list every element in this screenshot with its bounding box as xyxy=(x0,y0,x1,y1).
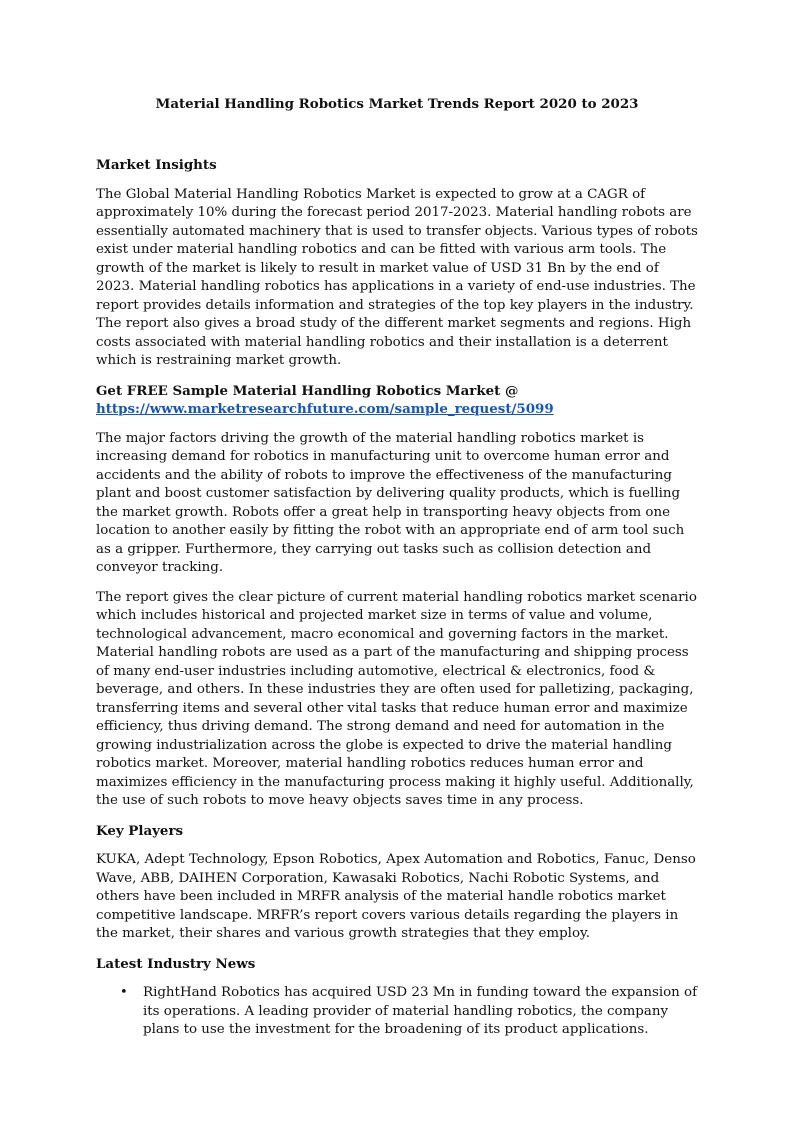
key-players-heading: Key Players xyxy=(96,822,184,839)
free-sample-cta xyxy=(96,382,698,419)
news-item-text: RightHand Robotics has acquired USD 23 Mn in funding toward the expansion of its operations. A leading provider of material handling robotics, the company plans to use the investment for the broadening of its product applications. xyxy=(143,985,698,1037)
market-drivers-paragraph: The major factors driving the growth of the material handling robotics market is increasing demand for robotics in manufacturing unit to overcome human error and accidents and the ability of robots to improve the effectiveness of the manufacturing plant and boost customer satisfaction by delivering quality products, which is fuelling the market growth. Robots offer a great help in transporting heavy objects from one location to another easily by fitting the robot with an appropriate end of arm tool such as a gripper. Furthermore, they carrying out tasks such as collision detection and conveyor tracking. xyxy=(96,430,685,575)
market-scenario-paragraph: The report gives the clear picture of current material handling robotics market scenario which includes historical and projected market size in terms of value and volume, technological advancement, macro economical and governing factors in the market. Material handling robots are used as a part of the manufacturing and shipping process of many end-user industries including automotive, electrical & electronics, food & beverage, and others. In these industries they are often used for palletizing, packaging, transferring items and several other vital tasks that reduce human error and maximize efficiency, thus driving demand. The strong demand and need for automation in the growing industrialization across the globe is expected to drive the material handling robotics market. Moreover, material handling robotics reduces human error and maximizes efficiency in the manufacturing process making it highly useful. Additionally, the use of such robots to move heavy objects saves time in any process. xyxy=(96,589,697,808)
bullet-icon: • xyxy=(120,985,128,1000)
list-item xyxy=(120,984,698,1040)
market-insights-paragraph: The Global Material Handling Robotics Market is expected to grow at a CAGR of approximately 10% during the forecast period 2017-2023. Material handling robots are essentially automated machinery that is used to transfer objects. Various types of robots exist under material handling robotics and can be fitted with various arm tools. The growth of the market is likely to result in market value of USD 31 Bn by the end of 2023. Material handling robotics has applications in a variety of end-use industries. The report provides details information and strategies of the top key players in the industry. The report also gives a broad study of the different market segments and regions. High costs associated with material handling robotics and their installation is a deterrent which is restraining market growth. xyxy=(96,186,698,368)
market-insights-heading: Market Insights xyxy=(96,157,217,173)
industry-news-heading: Latest Industry News xyxy=(96,955,256,972)
key-players-paragraph: KUKA, Adept Technology, Epson Robotics, Apex Automation and Robotics, Fanuc, Denso Wave, ABB, DAIHEN Corporation, Kawasaki Robotics, Nachi Robotic Systems, and others have been included in MRFR analysis of the material handle robotics market competitive landscape. MRFR’s report covers various details regarding the players in the market, their shares and various growth strategies that they employ. xyxy=(96,852,696,941)
industry-news-list xyxy=(96,984,698,1040)
document-title: Material Handling Robotics Market Trends Report 2020 to 2023 xyxy=(155,96,639,112)
sample-request-link[interactable]: https://www.marketresearchfuture.com/sample_request/5099 xyxy=(96,401,554,417)
free-sample-text: Get FREE Sample Material Handling Robotics Market @ xyxy=(96,382,519,399)
